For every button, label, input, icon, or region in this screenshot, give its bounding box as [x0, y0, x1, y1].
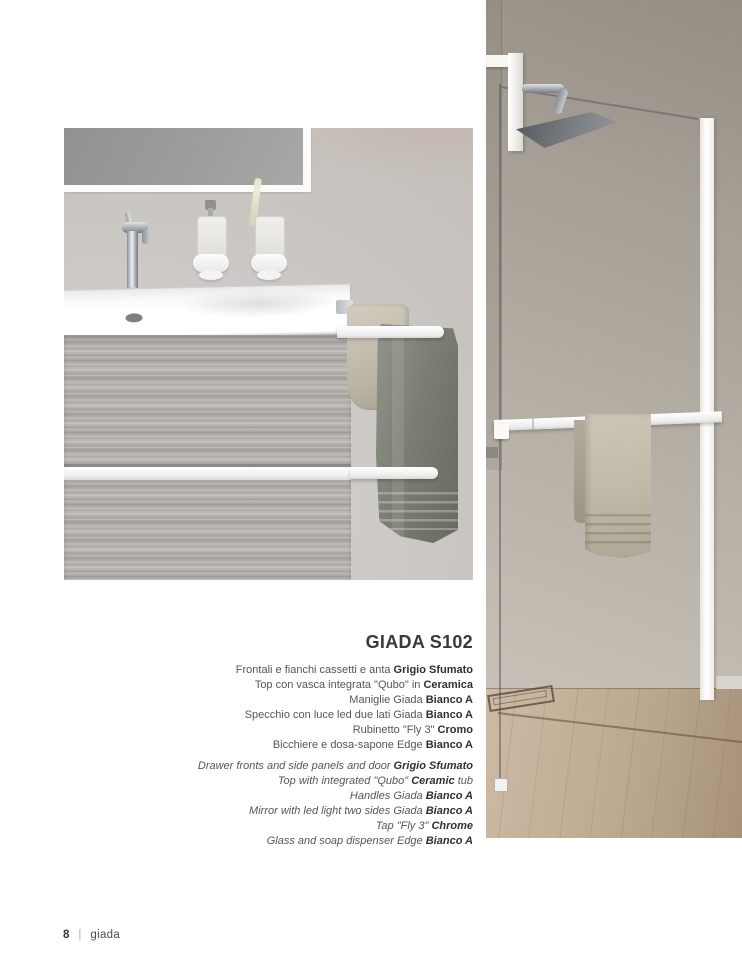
spec-text: Tap "Fly 3" [375, 820, 432, 832]
spec-value: Chrome [431, 820, 473, 832]
product-title: GIADA S102 [365, 632, 473, 652]
specs-italian [236, 663, 473, 753]
spec-text: Maniglie Giada [349, 694, 426, 706]
green-grey-towel [376, 324, 458, 543]
spec-line-en [198, 759, 473, 774]
spec-text: Specchio con luce led due lati Giada [244, 709, 426, 721]
spec-line-it [236, 678, 473, 693]
spec-value: Grigio Sfumato [393, 664, 473, 676]
baseboard [716, 676, 742, 689]
page-number: 8 [63, 929, 70, 941]
spec-value: Ceramica [423, 679, 473, 691]
white-wall-profile [700, 118, 714, 700]
spec-line-en [198, 819, 473, 834]
spec-text: Frontali e fianchi cassetti e anta [235, 664, 394, 676]
spec-value: Bianco A [425, 709, 473, 721]
spec-value: Bianco A [425, 835, 473, 847]
spec-text: Bicchiere e dosa-sapone Edge [272, 739, 426, 751]
footer-separator: | [78, 929, 82, 941]
tap-body [127, 231, 138, 291]
towel-stripes [585, 514, 651, 550]
spec-line-en [198, 804, 473, 819]
wall-fitting [486, 447, 498, 458]
shower-photo [486, 0, 742, 838]
vanity-photo [64, 128, 473, 580]
spec-line-en [198, 789, 473, 804]
spec-value: Bianco A [425, 805, 473, 817]
lower-towel-rail [350, 467, 438, 479]
spec-text: Rubinetto "Fly 3" [352, 724, 438, 736]
spec-text: Glass and soap dispenser Edge [266, 835, 426, 847]
glass-panel-foot [494, 778, 508, 792]
spec-value: Cromo [437, 724, 473, 736]
spec-value: Bianco A [425, 739, 473, 751]
spec-line-en [198, 834, 473, 849]
spec-line-en [198, 774, 473, 789]
towel-bar-end-cap [494, 424, 509, 439]
towel-bar-joint [532, 418, 534, 429]
spec-text: Top con vasca integrata "Qubo" in [254, 679, 424, 691]
spec-text: Mirror with led light two sides Giada [249, 805, 426, 817]
spec-line-it [236, 738, 473, 753]
hanging-towel [585, 414, 651, 558]
upper-towel-rail [337, 326, 444, 338]
spec-text: Top with integrated "Qubo" [277, 775, 412, 787]
spec-text: tub [454, 775, 473, 787]
section-label: giada [90, 929, 121, 941]
basin-drain-hole [125, 313, 142, 322]
shower-bracket-post [508, 53, 523, 151]
spec-text: Handles Giada [349, 790, 426, 802]
spec-value: Grigio Sfumato [393, 760, 473, 772]
specs-english [198, 759, 473, 849]
vanity-drawers [64, 335, 351, 580]
spec-line-it [236, 693, 473, 708]
spec-line-it [236, 723, 473, 738]
tumbler-holder-base [257, 270, 281, 280]
spec-line-it [236, 708, 473, 723]
spec-text: Drawer fronts and side panels and door [197, 760, 394, 772]
wood-floor [486, 688, 742, 838]
spec-line-it [236, 663, 473, 678]
spec-value: Bianco A [425, 790, 473, 802]
mirror [64, 128, 303, 185]
soap-holder-base [199, 270, 223, 280]
towel-stripes [376, 492, 458, 530]
page-footer [63, 928, 120, 942]
spec-value: Bianco A [425, 694, 473, 706]
ceramic-top [64, 284, 351, 340]
white-handle-profile [64, 467, 351, 480]
spec-value: Ceramic [411, 775, 455, 787]
tap-spout-tip [142, 230, 150, 244]
basin-shading [178, 288, 339, 320]
